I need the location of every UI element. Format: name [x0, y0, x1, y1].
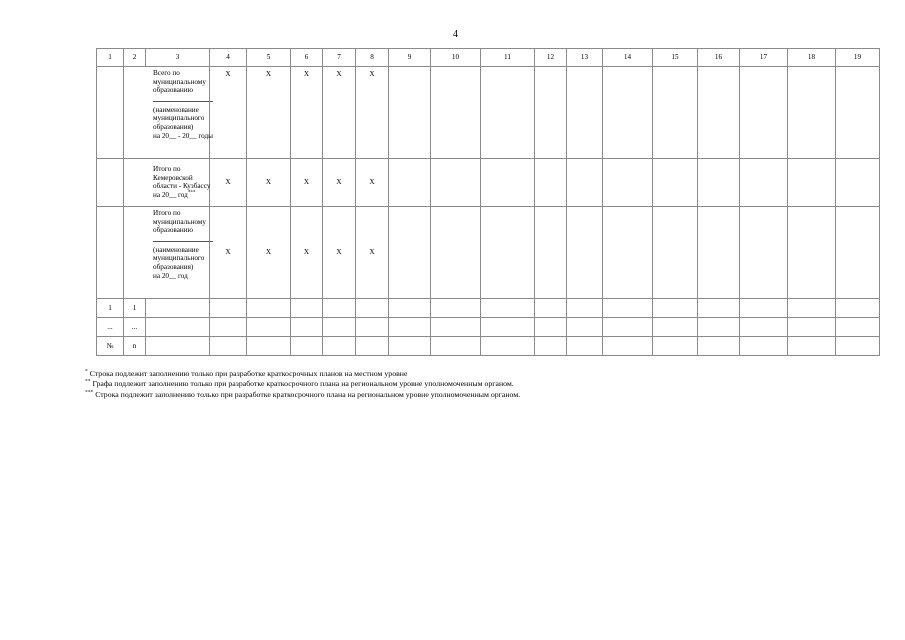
blank-line — [153, 101, 213, 102]
footnote: *** Строка подлежит заполнению только при разработке краткосрочного плана на региональном уровне уполномоченным органом. — [85, 389, 521, 399]
x-mark: X — [323, 159, 356, 207]
footnote-mark: * — [85, 368, 88, 375]
footnote-mark: *** — [85, 389, 94, 395]
table-cell: 1 — [124, 299, 146, 318]
header-cell: 16 — [698, 49, 740, 67]
x-mark: X — [210, 207, 247, 299]
x-mark: X — [210, 67, 247, 159]
header-cell: 6 — [291, 49, 323, 67]
header-cell: 19 — [836, 49, 880, 67]
page-number: 4 — [453, 29, 458, 40]
row-label-total-region: Итого по Кемеровской области - Кузбассу на 20__ год*** — [124, 159, 210, 207]
header-cell: 4 — [210, 49, 247, 67]
header-cell: 3 — [146, 49, 210, 67]
footnote-mark: *** — [187, 190, 196, 196]
table-cell: ... — [97, 318, 124, 337]
x-mark: X — [210, 159, 247, 207]
header-cell: 15 — [653, 49, 698, 67]
row-label-total-mo: Всего по муниципальному образованию (наименование муниципального образования) на 20__ - 20__ годы — [124, 67, 210, 159]
header-cell: 17 — [740, 49, 788, 67]
header-cell: 10 — [431, 49, 481, 67]
header-cell: 2 — [124, 49, 146, 67]
table-row-total-region — [97, 159, 880, 207]
x-mark: X — [356, 67, 389, 159]
table-cell: № — [97, 337, 124, 356]
x-mark: X — [247, 67, 291, 159]
footnote-mark: ** — [85, 378, 91, 385]
x-mark: X — [356, 207, 389, 299]
header-cell: 8 — [356, 49, 389, 67]
table-row-total-mo-year — [97, 207, 880, 299]
header-cell: 14 — [603, 49, 653, 67]
table-row-total-mo — [97, 67, 880, 159]
header-cell: 12 — [535, 49, 567, 67]
table-row — [97, 318, 880, 337]
header-cell: 5 — [247, 49, 291, 67]
header-cell: 13 — [567, 49, 603, 67]
x-mark: X — [291, 159, 323, 207]
plan-table — [96, 48, 880, 356]
table-cell: n — [124, 337, 146, 356]
header-cell: 11 — [481, 49, 535, 67]
x-mark: X — [356, 159, 389, 207]
header-cell: 1 — [97, 49, 124, 67]
x-mark: X — [247, 207, 291, 299]
x-mark: X — [291, 67, 323, 159]
header-cell: 7 — [323, 49, 356, 67]
row-label-total-mo-year: Итого по муниципальному образованию (наименование муниципального образования) на 20__ год — [124, 207, 210, 299]
header-row — [97, 49, 880, 67]
header-cell: 9 — [389, 49, 431, 67]
x-mark: X — [291, 207, 323, 299]
header-cell: 18 — [788, 49, 836, 67]
x-mark: X — [247, 159, 291, 207]
footnotes — [85, 369, 520, 400]
table-cell: 1 — [97, 299, 124, 318]
x-mark: X — [323, 67, 356, 159]
footnote: * Строка подлежит заполнению только при разработке краткосрочных планов на местном уровне — [85, 368, 408, 378]
table-row — [97, 299, 880, 318]
x-mark: X — [323, 207, 356, 299]
table-cell — [97, 67, 124, 159]
table-row — [97, 337, 880, 356]
table-cell: ... — [124, 318, 146, 337]
blank-line — [153, 241, 213, 242]
footnote: ** Графа подлежит заполнению только при разработке краткосрочного плана на региональном уровне уполномоченным органом. — [85, 378, 514, 389]
